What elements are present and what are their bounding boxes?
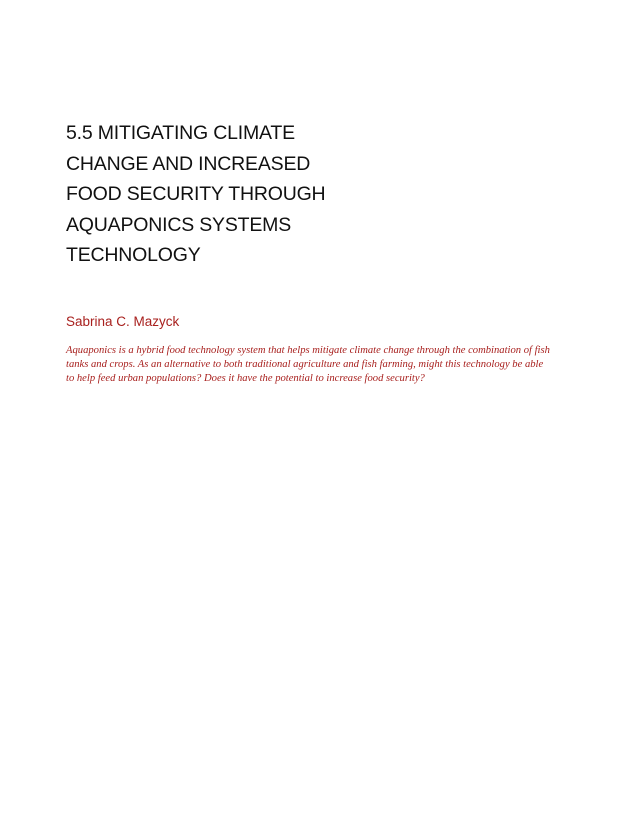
chapter-title-line: CHANGE AND INCREASED [66, 152, 311, 175]
chapter-abstract [66, 344, 571, 387]
chapter-title-line: 5.5 MITIGATING CLIMATE [66, 122, 295, 144]
chapter-title-line: AQUAPONICS SYSTEMS [66, 213, 292, 236]
author-name: Sabrina C. Mazyck [66, 314, 180, 329]
chapter-title-line: TECHNOLOGY [66, 244, 201, 266]
chapter-title-line: FOOD SECURITY THROUGH [66, 183, 326, 205]
abstract-line: to help feed urban populations? Does it have the potential to increase food security? [66, 373, 425, 385]
abstract-line: tanks and crops. As an alternative to both traditional agriculture and fish farming, might this technology be able [66, 359, 544, 371]
chapter-title [66, 118, 366, 271]
abstract-line: Aquaponics is a hybrid food technology system that helps mitigate climate change through the combination of fish [66, 345, 550, 356]
